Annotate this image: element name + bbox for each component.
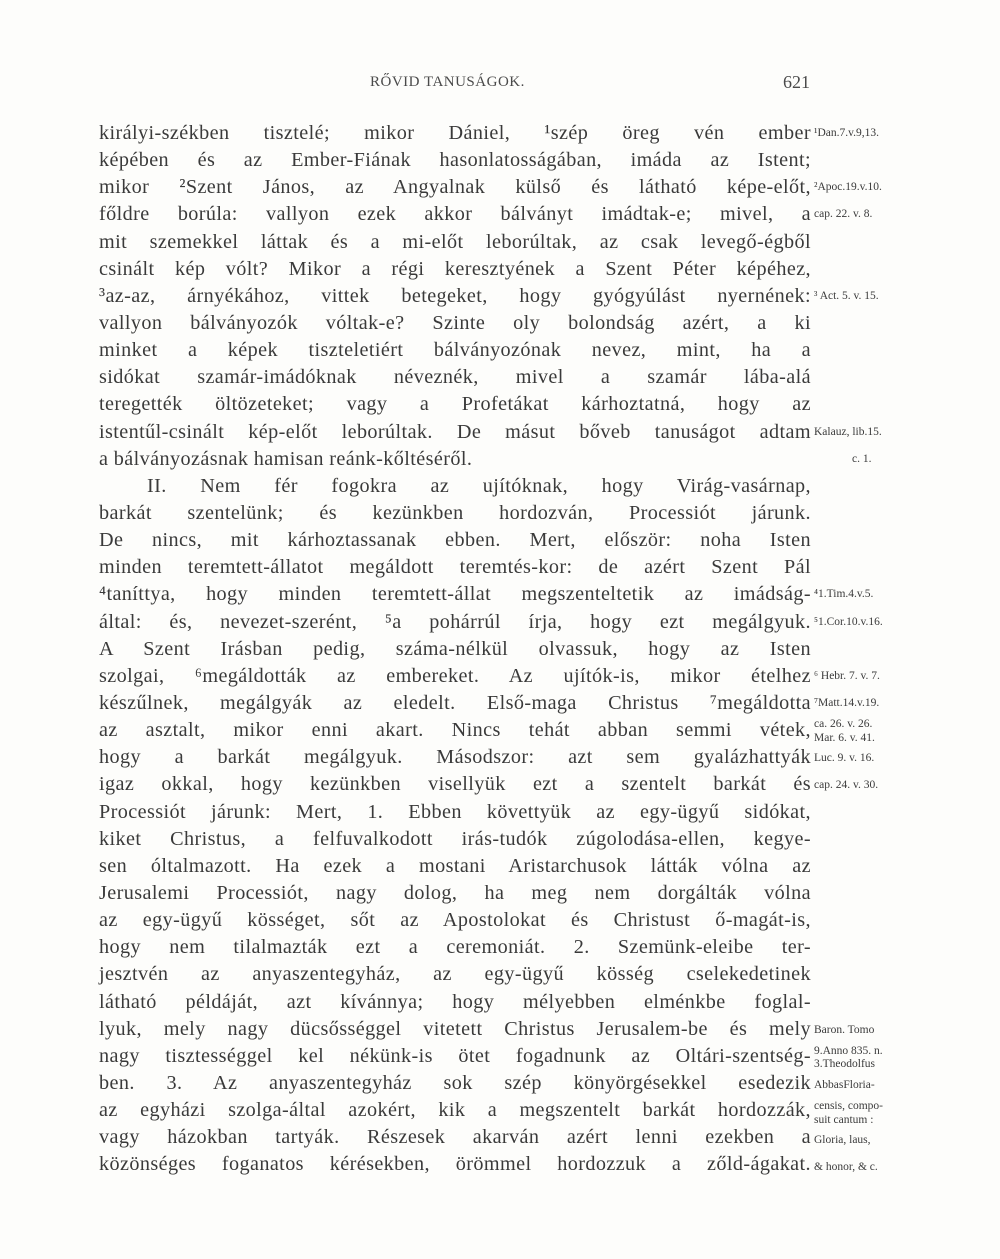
margin-note: cap. 22. v. 8.: [814, 208, 873, 221]
text-line: vallyon bálványozók vóltak-e? Szinte oly bolondság azért, a ki: [99, 311, 811, 334]
margin-note: c. 1.: [852, 452, 872, 465]
text-line: lyuk, mely nagy dücsősséggel vitetett Christus Jerusalem-be és mely: [99, 1017, 811, 1040]
margin-note: 3.Theodolfus: [814, 1058, 876, 1071]
margin-note: ³ Act. 5. v. 15.: [814, 289, 879, 302]
text-line: De nincs, mit kárhoztassanak ebben. Mert, először: noha Isten: [99, 529, 811, 552]
margin-note-spacer: [814, 500, 994, 527]
text-line: királyi-székben tisztelé; mikor Dániel, ¹szép öreg vén ember: [99, 122, 811, 144]
margin-note: suit cantum :: [814, 1113, 874, 1126]
margin-note-spacer: [814, 256, 994, 283]
text-line: Processiót járunk: Mert, 1. Ebben követtyük az egy-ügyű sidókat,: [99, 800, 811, 823]
text-line: sidókat szamár-imádóknak néveznék, mivel a szamár lába-alá: [99, 366, 811, 389]
text-line: az asztalt, mikor enni akart. Nincs tehát abban semmi vétek,: [99, 719, 811, 742]
margin-note-spacer: [814, 800, 994, 827]
text-line: mit szemekkel láttak és a mi-előt leborúltak, az csak levegő-égből: [99, 230, 811, 253]
text-line: minket a képek tiszteletiért bálványozónak nevez, mint, ha a: [99, 339, 811, 362]
margin-note: Luc. 9. v. 16.: [814, 752, 875, 765]
text-line: képében és az Ember-Fiának hasonlatosságában, imáda az Istent;: [99, 149, 811, 172]
text-line: minden teremtett-állatot megáldott teremtés-kor: de azért Szent Pál: [99, 556, 811, 579]
text-line: hogy nem tilalmazták ezt a ceremoniát. 2. Szemünk-eleibe ter-: [99, 936, 811, 959]
margin-note-spacer: [814, 827, 994, 854]
text-line: nagy tisztességgel kel nékünk-is ötet fogadnunk az Oltári-szentség-: [99, 1044, 811, 1067]
page-number: 621: [783, 72, 810, 92]
margin-note-spacer: [814, 990, 994, 1017]
margin-note: cap. 24. v. 30.: [814, 779, 879, 792]
text-line: az egy-ügyű kösséget, sőt az Apostolokat és Christust ő-magát-is,: [99, 909, 811, 932]
margin-note-spacer: [814, 527, 994, 554]
text-line: ³az-az, árnyékához, vittek betegeket, hogy gyógyúlást nyernének:: [99, 284, 811, 307]
margin-note-spacer: [814, 554, 994, 581]
text-line: a bálványozásnak hamisan reánk-kőltéséről.: [99, 447, 473, 470]
margin-note: Kalauz, lib.15.: [814, 425, 882, 438]
margin-note-spacer: [814, 473, 994, 500]
running-title: RŐVID TANUSÁGOK.: [370, 74, 525, 90]
text-line: ben. 3. Az anyaszentegyház sok szép könyörgésekkel esedezik: [99, 1071, 811, 1094]
text-line: jesztvén az anyaszentegyház, az egy-ügyű kösség cselekedetinek: [99, 963, 811, 986]
text-line: által: és, nevezet-szerént, ⁵a pohárrúl írja, hogy ezt megálgyuk.: [99, 610, 811, 633]
text-line: főldre borúla: vallyon ezek akkor bálványt imádtak-e; mivel, a: [99, 203, 811, 226]
margin-note: ca. 26. v. 26.: [814, 718, 873, 731]
text-line: vagy házokban tartyák. Részesek akarván azért lenni ezekben a: [99, 1126, 811, 1149]
margin-note-spacer: [814, 962, 994, 989]
margin-note: ²Apoc.19.v.10.: [814, 181, 882, 194]
margin-note: & honor, & c.: [814, 1161, 878, 1174]
margin-note: ¹Dan.7.v.9,13.: [814, 127, 879, 139]
margin-note-spacer: [814, 147, 994, 174]
text-line: csinált kép vólt? Mikor a régi keresztyének a Szent Péter képéhez,: [99, 257, 811, 280]
text-line: közönséges foganatos kérésekben, örömmel hordozzuk a zőld-ágakat.: [99, 1153, 811, 1176]
margin-note-spacer: [814, 881, 994, 908]
margin-note: Baron. Tomo: [814, 1023, 875, 1036]
text-line: igaz okkal, hogy kezünkben visellyük ezt a szentelt barkát és: [99, 773, 811, 796]
margin-note: Mar. 6. v. 41.: [814, 731, 875, 744]
text-line: sen óltalmazott. Ha ezek a mostani Aristarchusok látták vólna az: [99, 854, 811, 877]
margin-note-spacer: [814, 935, 994, 962]
margin-note: ⁴1.Tim.4.v.5.: [814, 588, 874, 601]
text-line: kiket Christus, a felfuvalkodott irás-tudók zúgolodása-ellen, kegye-: [99, 827, 811, 850]
margin-note-spacer: [814, 391, 994, 418]
text-line: szolgai, ⁶megáldották az embereket. Az ujítók-is, mikor ételhez: [99, 664, 811, 687]
text-line: Jerusalemi Processiót, nagy dolog, ha meg nem dorgálták vólna: [99, 881, 811, 904]
text-line: barkát szentelünk; és kezünkben hordozván, Processiót járunk.: [99, 501, 811, 524]
text-line: II. Nem fér fogokra az ujítóknak, hogy Virág-vasárnap,: [147, 474, 811, 497]
text-line: A Szent Irásban pedig, száma-nélkül olvassuk, hogy az Isten: [99, 637, 811, 660]
text-line: istentűl-csinált kép-előt leborúltak. De másut bőveb tanuságot adtam: [99, 420, 811, 443]
text-line: teregették öltözeteket; vagy a Profetákat kárhoztatná, hogy az: [99, 393, 811, 416]
margin-note: AbbasFloria-: [814, 1078, 875, 1091]
margin-note-spacer: [814, 908, 994, 935]
margin-note: ⁷Matt.14.v.19.: [814, 696, 880, 709]
text-line: hogy a barkát megálgyuk. Másodszor: azt sem gyalázhattyák: [99, 746, 811, 769]
margin-notes: [814, 120, 994, 1181]
margin-note-spacer: [814, 229, 994, 256]
margin-note: 9.Anno 835. n.: [814, 1044, 883, 1057]
text-line: az egyházi szolga-által azokért, kik a megszentelt barkát hordozzák,: [99, 1099, 811, 1122]
margin-note-spacer: [814, 310, 994, 337]
margin-note-spacer: [814, 364, 994, 391]
margin-note-pair: [814, 717, 994, 745]
margin-note-spacer: [814, 337, 994, 364]
text-line: ⁴taníttya, hogy minden teremtett-állat megszenteltetik az imádság-: [99, 583, 811, 606]
margin-note-spacer: [814, 636, 994, 663]
text-line: készűlnek, megálgyák az eledelt. Első-maga Christus ⁷megáldotta: [99, 691, 811, 714]
margin-note-spacer: [814, 854, 994, 881]
margin-note: ⁶ Hebr. 7. v. 7.: [814, 669, 880, 682]
margin-note: censis, compo-: [814, 1100, 883, 1113]
margin-note-pair: [814, 1099, 994, 1127]
text-line: látható példáját, azt kívánnya; hogy mélyebben elménkbe foglal-: [99, 990, 811, 1013]
text-line: mikor ²Szent János, az Angyalnak külső és látható képe-előt,: [99, 176, 811, 199]
body-text: [99, 120, 811, 1178]
margin-note: ⁵1.Cor.10.v.16.: [814, 615, 883, 628]
margin-note: Gloria, laus,: [814, 1134, 871, 1147]
margin-note-pair: [814, 1044, 994, 1072]
